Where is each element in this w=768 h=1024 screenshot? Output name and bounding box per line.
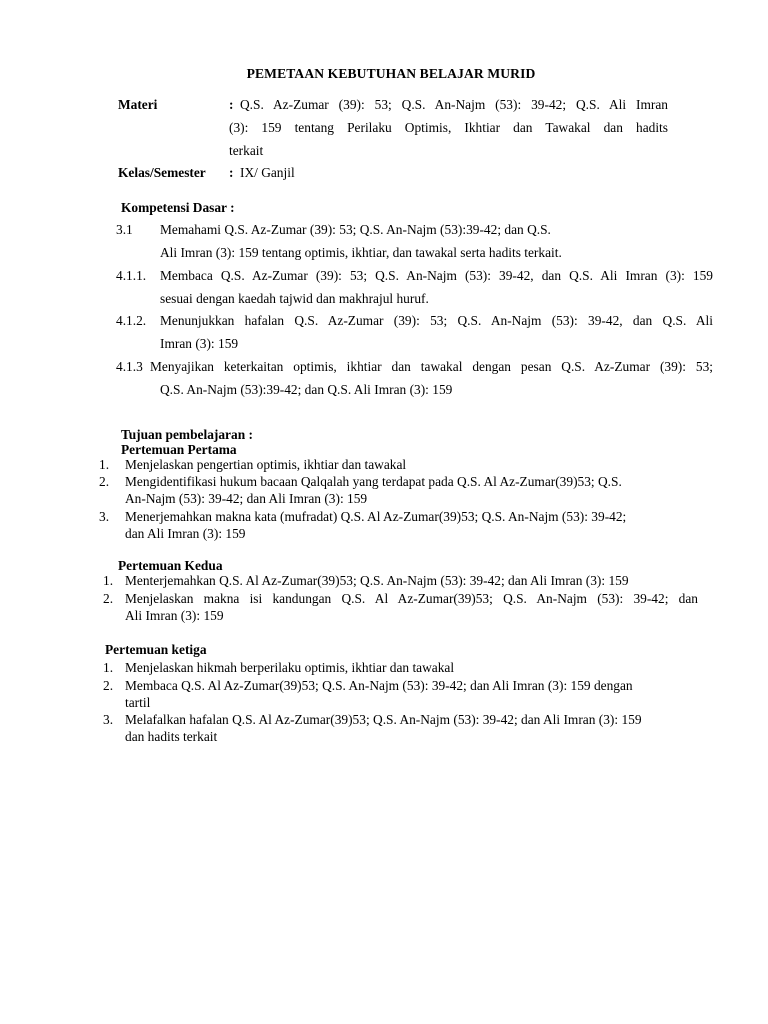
kompetensi-line: sesuai dengan kaedah tajwid dan makhrajul huruf. <box>160 291 429 306</box>
list-number: 1. <box>103 660 114 675</box>
list-number: 2. <box>103 678 114 693</box>
materi-line-1: Q.S. Az-Zumar (39): 53; Q.S. An-Najm (53): 39-42; Q.S. Ali Imran <box>240 97 668 112</box>
kompetensi-line: Q.S. An-Najm (53):39-42; dan Q.S. Ali Imran (3): 159 <box>160 382 453 397</box>
materi-label: Materi <box>118 97 158 112</box>
kelas-value: IX/ Ganjil <box>240 165 295 180</box>
list-text: Menjelaskan makna isi kandungan Q.S. Al Az-Zumar(39)53; Q.S. An-Najm (53): 39-42; dan <box>125 591 698 606</box>
list-text: Menjelaskan pengertian optimis, ikhtiar dan tawakal <box>125 457 407 472</box>
kompetensi-line: Imran (3): 159 <box>160 336 239 351</box>
materi-line-3: terkait <box>229 143 264 158</box>
list-text: dan hadits terkait <box>125 729 218 744</box>
list-text: Ali Imran (3): 159 <box>125 608 224 623</box>
list-text: Menerjemahkan makna kata (mufradat) Q.S. Al Az-Zumar(39)53; Q.S. An-Najm (53): 39-42; <box>125 509 627 524</box>
list-text: An-Najm (53): 39-42; dan Ali Imran (3): 159 <box>125 491 368 506</box>
kompetensi-line: Membaca Q.S. Az-Zumar (39): 53; Q.S. An-Najm (53): 39-42, dan Q.S. Ali Imran (3): 159 <box>160 268 713 283</box>
kompetensi-line: Menunjukkan hafalan Q.S. Az-Zumar (39): 53; Q.S. An-Najm (53): 39-42, dan Q.S. Ali <box>160 313 713 328</box>
tujuan-heading: Tujuan pembelajaran : <box>121 427 253 442</box>
list-number: 3. <box>103 712 114 727</box>
list-number: 3. <box>99 509 110 524</box>
pertemuan-kedua-heading: Pertemuan Kedua <box>118 558 223 573</box>
list-text: Menterjemahkan Q.S. Al Az-Zumar(39)53; Q.S. An-Najm (53): 39-42; dan Ali Imran (3): 159 <box>125 573 629 588</box>
kompetensi-number: 3.1 <box>116 222 133 237</box>
list-text: tartil <box>125 695 151 710</box>
materi-colon: : <box>229 97 234 112</box>
kompetensi-line: Ali Imran (3): 159 tentang optimis, ikhtiar, dan tawakal serta hadits terkait. <box>160 245 562 260</box>
kompetensi-number: 4.1.3 <box>116 359 143 374</box>
list-text: Melafalkan hafalan Q.S. Al Az-Zumar(39)53; Q.S. An-Najm (53): 39-42; dan Ali Imran (3): 159 <box>125 712 642 727</box>
kelas-colon: : <box>229 165 234 180</box>
pertemuan-ketiga-heading: Pertemuan ketiga <box>105 642 207 657</box>
list-text: Mengidentifikasi hukum bacaan Qalqalah yang terdapat pada Q.S. Al Az-Zumar(39)53; Q.S. <box>125 474 622 489</box>
kompetensi-number: 4.1.1. <box>116 268 147 283</box>
list-text: Membaca Q.S. Al Az-Zumar(39)53; Q.S. An-Najm (53): 39-42; dan Ali Imran (3): 159 dengan <box>125 678 633 693</box>
kompetensi-line: Memahami Q.S. Az-Zumar (39): 53; Q.S. An-Najm (53):39-42; dan Q.S. <box>160 222 551 237</box>
list-number: 1. <box>103 573 114 588</box>
materi-line-2: (3): 159 tentang Perilaku Optimis, Ikhtiar dan Tawakal dan hadits <box>229 120 668 135</box>
kompetensi-number: 4.1.2. <box>116 313 147 328</box>
kompetensi-line: Menyajikan keterkaitan optimis, ikhtiar dan tawakal dengan pesan Q.S. Az-Zumar (39): 53; <box>150 359 713 374</box>
kompetensi-heading: Kompetensi Dasar : <box>121 200 235 215</box>
list-text: Menjelaskan hikmah berperilaku optimis, ikhtiar dan tawakal <box>125 660 455 675</box>
list-number: 2. <box>103 591 114 606</box>
list-number: 1. <box>99 457 110 472</box>
document-title: PEMETAAN KEBUTUHAN BELAJAR MURID <box>246 66 536 81</box>
list-text: dan Ali Imran (3): 159 <box>125 526 246 541</box>
pertemuan-pertama-heading: Pertemuan Pertama <box>121 442 237 457</box>
list-number: 2. <box>99 474 110 489</box>
kelas-label: Kelas/Semester <box>118 165 206 180</box>
